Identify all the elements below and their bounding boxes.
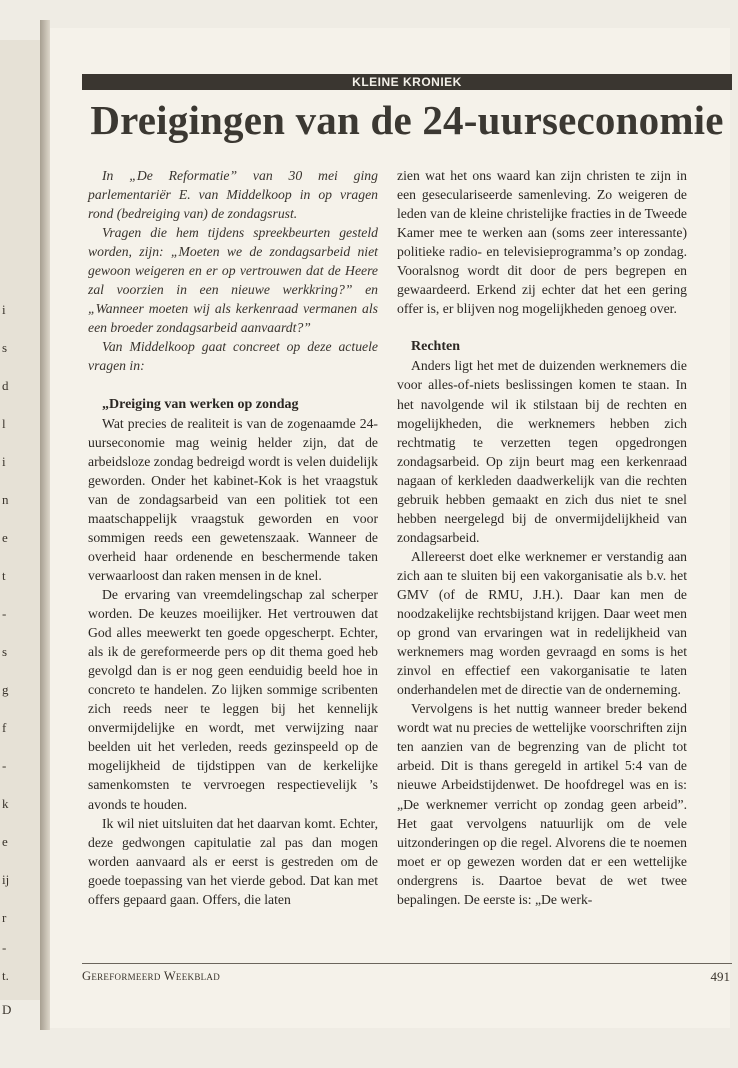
left-page-fragment: D (2, 1002, 12, 1017)
body-paragraph: Anders ligt het met de duizenden werknemers die voor alles-of-niets beslissingen komen te staan. In het navolgende wil ik stilstaan bij de rechten en mogelijkheden, die werknemers hebben zich rechtmatig te verzetten tegen opgedrongen zondagsarbeid. Op zijn beurt mag een kerkenraad nagaan of kerkleden daadwerkelijk van die rechten gebruik hebben gemaakt en zich dus niet te snel hebben neergelegd bij de onvermijdelijkheid van zondagsarbeid. (397, 358, 687, 545)
body-paragraph: Wat precies de realiteit is van de zogenaamde 24-uurseconomie mag weinig helder zijn, dat de arbeidsloze zondag bedreigd wordt is velen duidelijk geworden. Onder het kabinet-Kok is het vraagstuk van de zondagsarbeid van een politiek tot een maatschappelijk vraagstuk geworden en voor sommigen reeds een gewetenszaak. Wanneer de overheid haar ordenende en beschermende taken verwaarloost dan raken mensen in de knel. (88, 415, 378, 583)
intro-paragraph: Vragen die hem tijdens spreekbeurten gesteld worden, zijn: „Moeten we de zondagsarbeid niet gewoon weigeren en er op vertrouwen dat de Heere zal voorzien in een nieuwe werkkring?” en „Wanneer moeten wij als kerkenraad vermanen als een broeder zondagsarbeid aanvaardt?” (88, 225, 378, 336)
intro-paragraph: In „De Reformatie” van 30 mei ging parlementariër E. van Middelkoop in op vragen rond (bedreiging van) de zondagsrust. (88, 168, 378, 222)
magazine-page (50, 28, 730, 1028)
left-page-fragment: k (2, 796, 9, 811)
right-column (397, 166, 687, 909)
body-paragraph: De ervaring van vreemdelingschap zal scherper worden. De keuzes moeilijker. Het vertrouwen dat God alles meewerkt ten goede opgescherpt. Echter, als ik de gereformeerde pers op dit thema goed heb gevolgd dan is er nog geen eenduidig beeld hoe in concreto te handelen. Zo lijken sommige scribenten zich reeds neer te leggen bij het kennelijk onvermijdelijke en wordt, met verwijzing naar beelden uit het verleden, reeds gezinspeeld op de mogelijkheid de tijdstippen van de kerkelijke samenkomsten te vervroegen respectievelijk ’s avonds te houden. (88, 586, 378, 812)
left-page-fragment: g (2, 682, 9, 697)
page-number: 491 (710, 969, 730, 984)
left-page-fragment: f (2, 720, 7, 735)
left-page-fragment: r (2, 910, 7, 925)
left-page-fragment: e (2, 530, 8, 545)
left-page-fragment: t (2, 568, 6, 583)
left-page-fragment: i (2, 302, 6, 317)
body-paragraph: zien wat het ons waard kan zijn christen te zijn in een geseculariseerde samenleving. Zo weigeren de leden van de kleine christelijke fracties in de Tweede Kamer mee te werken aan (soms zeer interessante) politieke radio- en televisieprogramma’s op zondag. Vooralsnog wordt dit door de pers begrepen en gewaardeerd. Erkend zij echter dat het een gering offer is, er blijven nog mogelijkheden genoeg over. (397, 168, 687, 317)
left-column (88, 166, 378, 909)
publication-name: Gereformeerd Weekblad (82, 969, 221, 983)
body-paragraph: Vervolgens is het nuttig wanneer breder bekend wordt wat nu precies de wettelijke voorschriften zijn ten aanzien van de begrenzing van de plicht tot arbeid. Dit is thans geregeld in artikel 5:4 van de nieuwe Arbeidstijdenwet. De hoofdregel was en is: „De werknemer verricht op zondag geen arbeid”. Het gaat vervolgens natuurlijk om de vele uitzonderingen op die regel. Alvorens die te noemen moet er op gewezen worden dat er een wettelijke ondergrens is. Daartoe bevat de wet twee bepalingen. De eerste is: „De werk- (397, 701, 687, 907)
section-heading: „Dreiging van werken op zondag (102, 396, 299, 412)
left-page-fragment: - (2, 940, 7, 955)
left-page-fragment: i (2, 454, 6, 469)
footer-rule (82, 963, 732, 964)
book-spine (40, 20, 50, 1030)
left-page-fragment: n (2, 492, 9, 507)
body-paragraph: Allereerst doet elke werknemer er verstandig aan zich aan te sluiten bij een vakorganisatie als b.v. het GMV (of de RMU, J.H.). Daar kan men de noodzakelijke rechtsbijstand krijgen. Daar weet men op grond van ervaringen wat in redelijkheid van werknemers mag worden gevraagd en soms is het zinvol en effectief een vakorganisatie te laten onderhandelen met de directie van de onderneming. (397, 548, 687, 698)
section-banner: KLEINE KRONIEK (82, 74, 732, 90)
article-title: Dreigingen van de 24-uurseconomie (90, 97, 724, 143)
left-page-fragment: ij (2, 872, 10, 887)
left-page-fragment: s (2, 644, 8, 659)
left-page-edge (0, 40, 41, 1017)
left-page-fragment: s (2, 340, 8, 355)
left-page-fragment: t. (2, 968, 9, 983)
section-heading: Rechten (411, 339, 460, 355)
intro-paragraph: Van Middelkoop gaat concreet op deze actuele vragen in: (88, 339, 378, 374)
left-page-fragment: d (2, 378, 9, 393)
left-page-fragment: - (2, 758, 7, 773)
body-paragraph: Ik wil niet uitsluiten dat het daarvan komt. Echter, deze gedwongen capitulatie zal pas dan mogen worden aanvaard als er eerst is gestreden om de goede toepassing van het vierde gebod. Dat kan met offers gepaard gaan. Offers, die laten (88, 815, 378, 907)
left-page-fragment: - (2, 606, 7, 621)
left-page-fragment: e (2, 834, 8, 849)
left-page-fragment: l (2, 416, 6, 431)
